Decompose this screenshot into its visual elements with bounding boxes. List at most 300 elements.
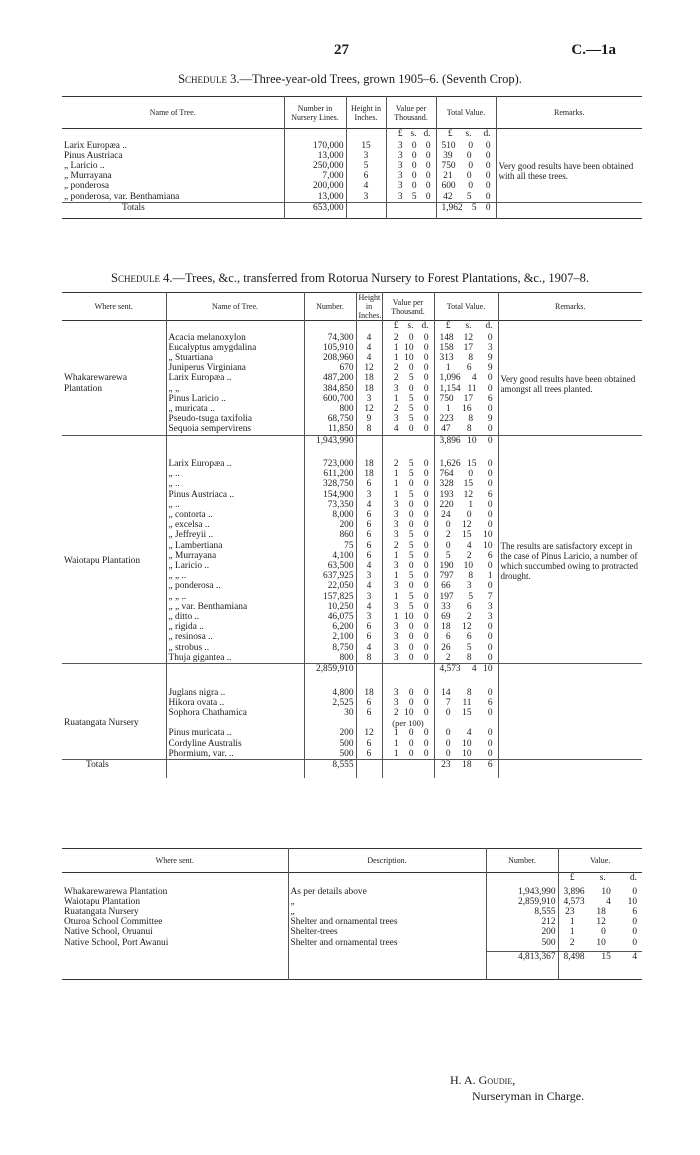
remarks-cell: Very good results have been obtained with all these trees. — [496, 141, 642, 203]
lsd — [561, 897, 641, 907]
number-cell: 8,000 — [304, 510, 356, 520]
lsd-part: 47 — [441, 424, 451, 435]
number-cell: 154,900 — [304, 490, 356, 500]
money-cell — [382, 530, 434, 540]
table-row — [62, 887, 642, 897]
lsd-part: 0 — [487, 383, 493, 394]
lsd-part: 0 — [425, 160, 431, 171]
money-cell — [382, 551, 434, 561]
lsd — [385, 632, 432, 642]
lsd-part: 0 — [423, 373, 429, 384]
lsd-part: 3,896 — [439, 435, 461, 446]
money-cell — [386, 192, 436, 203]
lsd-part: 0 — [601, 927, 606, 938]
lsd-part: 328 — [439, 479, 454, 490]
lsd — [437, 749, 496, 759]
money-cell — [436, 129, 496, 141]
cell — [498, 321, 642, 333]
lsd-part: 10 — [596, 937, 606, 948]
height-cell: 3 — [356, 571, 382, 581]
tree-name: „ Laricio .. — [64, 160, 105, 171]
lsd — [385, 571, 432, 581]
lsd-part: 2 — [569, 937, 575, 948]
tree-name: Larix Europæa .. — [166, 459, 304, 469]
cell — [496, 129, 642, 141]
lsd-part: 0 — [423, 424, 429, 435]
cell — [288, 952, 486, 970]
lsd — [437, 739, 496, 749]
lsd — [389, 129, 434, 139]
lsd — [437, 510, 496, 520]
lsd-part: d. — [483, 129, 491, 139]
lsd-part: 0 — [423, 612, 429, 623]
lsd-part: 1 — [569, 927, 575, 938]
lsd-part: 0 — [411, 140, 417, 151]
tree-name: „ „ .. — [166, 571, 304, 581]
lsd — [385, 510, 432, 520]
col-header: Description. — [288, 849, 486, 873]
cell — [62, 664, 166, 682]
cell — [62, 129, 284, 141]
lsd — [385, 500, 432, 510]
lsd-part: 2 — [393, 363, 399, 374]
lsd-part: 0 — [487, 373, 493, 384]
lsd-part: 0 — [411, 150, 417, 161]
lsd-part: 0 — [408, 332, 414, 343]
lsd — [437, 643, 496, 653]
number-cell: 30 — [304, 708, 356, 728]
lsd-part: 10 — [483, 540, 493, 551]
lsd — [437, 551, 496, 561]
lsd — [437, 592, 496, 602]
lsd-part: 3 — [397, 191, 403, 202]
height-cell: 8 — [356, 653, 382, 664]
lsd — [389, 151, 434, 161]
money-cell — [434, 728, 498, 738]
lsd-part: 0 — [423, 697, 429, 708]
money-cell — [434, 602, 498, 612]
lsd-part: 6 — [487, 393, 493, 404]
lsd-part: 18 — [462, 760, 472, 771]
lsd-part: 1 — [393, 728, 399, 739]
lsd — [437, 688, 496, 698]
lsd-part: 0 — [425, 191, 431, 202]
cell — [498, 435, 642, 453]
money-cell — [386, 141, 436, 151]
lsd-part: 17 — [463, 342, 474, 353]
lsd-part: 3 — [393, 499, 399, 510]
money-cell — [434, 592, 498, 602]
number-cell: 68,750 — [304, 414, 356, 424]
lsd-part: 0 — [423, 601, 429, 612]
lsd-part: 3 — [487, 612, 493, 623]
lsd-part: 6 — [632, 906, 637, 917]
number-cell: 4,800 — [304, 688, 356, 698]
lsd-part: 0 — [408, 424, 414, 435]
lsd-part: 3 — [397, 140, 403, 151]
tree-name: „ Jeffreyii .. — [166, 530, 304, 540]
tree-name: Acacia melanoxylon — [166, 333, 304, 343]
tree-name: „ resinosa .. — [166, 632, 304, 642]
money-cell — [386, 171, 436, 181]
lsd-part: £ — [393, 321, 399, 331]
lsd-part: 2 — [466, 550, 472, 561]
lsd-part: 3 — [393, 622, 399, 633]
height-cell: 6 — [356, 541, 382, 551]
lsd-part: 3 — [397, 171, 403, 182]
lsd-part: 0 — [423, 622, 429, 633]
money-cell — [382, 643, 434, 653]
height-cell: 3 — [346, 151, 386, 161]
money-cell — [434, 479, 498, 489]
number-cell: 4,813,367 — [486, 952, 558, 970]
remarks-cell: The results are satisfactory except in the case of Pinus Laricio, a number of which succumbed owing to protracted drought. — [498, 459, 642, 664]
lsd-part: 0 — [423, 530, 429, 541]
height-cell: 3 — [356, 612, 382, 622]
lsd — [437, 424, 496, 434]
lsd-part: 6 — [487, 760, 493, 771]
lsd-part: 6 — [466, 363, 472, 374]
money-cell — [434, 500, 498, 510]
number-cell: 4,100 — [304, 551, 356, 561]
lsd-part: 3 — [487, 342, 493, 353]
cell — [62, 952, 288, 970]
lsd-part: 5 — [408, 530, 414, 541]
tree-name: Juglans nigra .. — [166, 688, 304, 698]
cell — [166, 435, 304, 453]
lsd-part: 750 — [441, 160, 456, 171]
lsd-part: 15 — [462, 530, 472, 541]
lsd-part: 5 — [466, 191, 472, 202]
tree-name: „ Lambertiana — [166, 541, 304, 551]
height-cell: 9 — [356, 414, 382, 424]
lsd-part: 2 — [393, 403, 399, 414]
lsd — [389, 171, 434, 181]
lsd — [385, 333, 432, 343]
lsd-part: 10 — [601, 886, 611, 897]
money-cell — [558, 927, 642, 937]
lsd-part: 3 — [393, 383, 399, 394]
lsd — [437, 698, 496, 708]
money-cell — [382, 592, 434, 602]
lsd-part: 0 — [408, 697, 414, 708]
lsd-part: 10 — [462, 748, 472, 759]
lsd-part: 7 — [445, 697, 451, 708]
lsd-part: 0 — [468, 181, 474, 192]
money-cell — [558, 887, 642, 897]
lsd-part: 8 — [468, 571, 474, 582]
lsd — [437, 571, 496, 581]
lsd-part: 4,573 — [439, 664, 461, 675]
lsd-part: 0 — [485, 202, 491, 213]
where-sent-cell: Ruatangata Nursery — [64, 906, 139, 917]
lsd-part: 1 — [393, 393, 399, 404]
lsd-part: 0 — [487, 728, 493, 739]
height-cell: 6 — [356, 520, 382, 530]
lsd-part: 0 — [632, 886, 637, 897]
lsd-part: £ — [447, 129, 453, 139]
remarks-cell: Very good results have been obtained amongst all trees planted. — [498, 333, 642, 436]
lsd-part: 3 — [393, 642, 399, 653]
cell — [166, 760, 304, 778]
cell — [382, 760, 434, 778]
money-cell — [434, 414, 498, 424]
totals-label: Totals — [62, 760, 166, 778]
lsd-part: 6 — [487, 489, 493, 500]
lsd — [385, 394, 432, 404]
lsd-part: 1 — [468, 499, 474, 510]
lsd-part: 0 — [425, 140, 431, 151]
lsd-part: 797 — [439, 571, 454, 582]
money-cell — [382, 612, 434, 622]
lsd — [385, 749, 432, 759]
description-cell: „ — [288, 907, 486, 917]
table-row — [62, 938, 642, 948]
lsd-part: 0 — [485, 191, 491, 202]
lsd-part: 0 — [487, 332, 493, 343]
height-cell: 4 — [356, 581, 382, 591]
table-row — [62, 688, 642, 698]
tree-name: „ Murrayana — [64, 171, 112, 182]
lsd — [385, 321, 432, 331]
money-cell — [558, 952, 642, 970]
lsd-part: 10 — [404, 342, 414, 353]
money-cell — [558, 897, 642, 907]
lsd-part: 0 — [487, 459, 493, 470]
number-cell: 860 — [304, 530, 356, 540]
col-header: Total Value. — [436, 97, 496, 129]
lsd — [437, 520, 496, 530]
lsd-part: 1 — [393, 738, 399, 749]
lsd-part: 1,962 — [441, 202, 463, 213]
lsd-part: 5 — [408, 459, 414, 470]
lsd-part: d. — [423, 129, 431, 139]
lsd-part: 1 — [393, 469, 399, 480]
lsd — [437, 728, 496, 738]
lsd — [385, 622, 432, 632]
page-number: 27 — [334, 42, 349, 58]
height-cell: 18 — [356, 469, 382, 479]
lsd-part: 0 — [423, 383, 429, 394]
number-cell: 2,525 — [304, 698, 356, 708]
cell — [386, 202, 436, 218]
money-cell — [382, 749, 434, 760]
schedule4-table — [62, 292, 642, 778]
money-cell — [382, 333, 434, 343]
lsd — [385, 384, 432, 394]
money-cell — [434, 435, 498, 453]
tree-name: „ ponderosa — [64, 181, 110, 192]
lsd-part: 0 — [487, 403, 493, 414]
money-cell — [434, 353, 498, 363]
lsd — [439, 141, 494, 151]
where-sent-cell: Native School, Port Awanui — [64, 937, 169, 948]
where-sent-cell: Oturoa School Committee — [64, 917, 163, 928]
height-cell: 3 — [356, 490, 382, 500]
number-cell: 500 — [304, 749, 356, 760]
lsd-part: 0 — [423, 561, 429, 572]
height-cell: 4 — [356, 602, 382, 612]
number-cell: 800 — [304, 404, 356, 414]
money-cell — [382, 384, 434, 394]
lsd-part: 23 — [441, 760, 451, 771]
lsd-part: 1 — [445, 363, 451, 374]
lsd-part: £ — [445, 321, 451, 331]
height-cell: 18 — [356, 459, 382, 469]
table-row — [62, 459, 642, 469]
lsd-part: 5 — [408, 540, 414, 551]
lsd-part: 66 — [441, 581, 451, 592]
money-cell — [382, 561, 434, 571]
table-row — [62, 141, 642, 151]
lsd — [437, 581, 496, 591]
lsd-part: 9 — [487, 363, 493, 374]
money-cell — [434, 424, 498, 435]
height-cell: 6 — [356, 622, 382, 632]
money-cell — [382, 653, 434, 664]
lsd-part: 2 — [393, 708, 399, 718]
tree-name: „ „ var. Benthamiana — [166, 602, 304, 612]
lsd-part: 223 — [439, 414, 454, 425]
lsd-part: 0 — [423, 550, 429, 561]
lsd — [385, 581, 432, 591]
money-cell — [434, 551, 498, 561]
lsd-part: £ — [397, 129, 403, 139]
lsd — [385, 479, 432, 489]
tree-name: „ strobus .. — [166, 643, 304, 653]
lsd-part: 5 — [466, 642, 472, 653]
tree-name: Pinus Laricio .. — [166, 394, 304, 404]
lsd-part: 0 — [423, 748, 429, 759]
lsd-part: 0 — [408, 632, 414, 643]
height-cell: 18 — [356, 688, 382, 698]
money-cell — [434, 664, 498, 682]
lsd-part: 3 — [393, 561, 399, 572]
lsd-part: 0 — [423, 642, 429, 653]
height-cell: 3 — [346, 192, 386, 203]
lsd-part: 2 — [393, 540, 399, 551]
lsd — [385, 688, 432, 698]
money-cell — [434, 688, 498, 698]
money-cell — [382, 404, 434, 414]
number-cell: 10,250 — [304, 602, 356, 612]
lsd-part: 0 — [487, 479, 493, 490]
tree-name: „ .. — [166, 469, 304, 479]
signature — [450, 1072, 584, 1104]
lsd — [389, 161, 434, 171]
lsd-part: 8 — [468, 352, 474, 363]
lsd-part: 3 — [393, 510, 399, 521]
height-cell: 6 — [356, 632, 382, 642]
tree-name: Thuja gigantea .. — [166, 653, 304, 664]
number-cell: 723,000 — [304, 459, 356, 469]
lsd — [385, 551, 432, 561]
lsd-part: 0 — [423, 479, 429, 490]
money-cell — [434, 581, 498, 591]
lsd-part: 6 — [466, 632, 472, 643]
number-cell: 8,555 — [486, 907, 558, 917]
lsd-part: 10 — [463, 561, 474, 572]
lsd-part: 1 — [393, 342, 399, 353]
lsd — [385, 739, 432, 749]
lsd — [437, 708, 496, 718]
lsd-part: 1 — [487, 571, 493, 582]
lsd-part: 0 — [408, 728, 414, 739]
lsd — [437, 479, 496, 489]
lsd — [389, 181, 434, 191]
height-cell: 4 — [356, 643, 382, 653]
lsd-part: 0 — [632, 917, 637, 928]
lsd-part: 193 — [439, 489, 454, 500]
lsd-part: 313 — [439, 352, 454, 363]
col-header: Name of Tree. — [166, 293, 304, 321]
money-cell — [386, 129, 436, 141]
money-cell — [434, 612, 498, 622]
schedule4-title: Schedule 4.—Trees, &c., transferred from Rotorua Nursery to Forest Plantations, &c., 1907–8. — [111, 271, 589, 285]
lsd-part: 0 — [487, 748, 493, 759]
lsd-part: 5 — [408, 591, 414, 602]
lsd — [385, 612, 432, 622]
col-header: Where sent. — [155, 856, 194, 865]
tree-name: Pseudo-tsuga taxifolia — [166, 414, 304, 424]
tree-name: „ Stuartiana — [166, 353, 304, 363]
cell — [166, 664, 304, 682]
lsd — [389, 192, 434, 202]
lsd-part: 190 — [439, 561, 454, 572]
col-header: Total Value. — [434, 293, 498, 321]
height-cell: 18 — [356, 373, 382, 383]
money-cell — [382, 708, 434, 728]
lsd — [385, 459, 432, 469]
number-cell: 2,859,910 — [486, 897, 558, 907]
lsd-part: 1 — [393, 591, 399, 602]
number-cell: 74,300 — [304, 333, 356, 343]
totals-label: Totals — [62, 202, 284, 218]
money-cell — [434, 653, 498, 664]
number-cell: 6,200 — [304, 622, 356, 632]
lsd — [437, 321, 496, 331]
lsd-part: 0 — [466, 150, 472, 161]
height-cell: 4 — [356, 500, 382, 510]
cell — [498, 760, 642, 778]
lsd-part: 3 — [397, 181, 403, 192]
lsd-part: 5 — [408, 489, 414, 500]
lsd-part: 158 — [439, 342, 454, 353]
money-cell — [382, 490, 434, 500]
col-header: Height in Inches. — [356, 293, 382, 321]
lsd — [439, 192, 494, 202]
lsd — [385, 414, 432, 424]
lsd-part: 0 — [487, 520, 493, 531]
number-cell: 328,750 — [304, 479, 356, 489]
money-cell — [436, 171, 496, 181]
lsd — [561, 927, 641, 937]
tree-name: „ ponderosa, var. Benthamiana — [64, 191, 180, 202]
lsd — [439, 129, 494, 139]
number-cell: 500 — [486, 938, 558, 948]
lsd-part: 23 — [565, 906, 575, 917]
lsd-part: 0 — [423, 342, 429, 353]
number-cell: 250,000 — [284, 161, 346, 171]
lsd-part: 6 — [487, 697, 493, 708]
lsd — [439, 203, 494, 213]
lsd-part: 2 — [445, 652, 451, 663]
table-row — [62, 927, 642, 937]
lsd-part: 0 — [423, 581, 429, 592]
number-cell: 212 — [486, 917, 558, 927]
lsd-part: 0 — [408, 748, 414, 759]
lsd-part: 3 — [393, 632, 399, 643]
